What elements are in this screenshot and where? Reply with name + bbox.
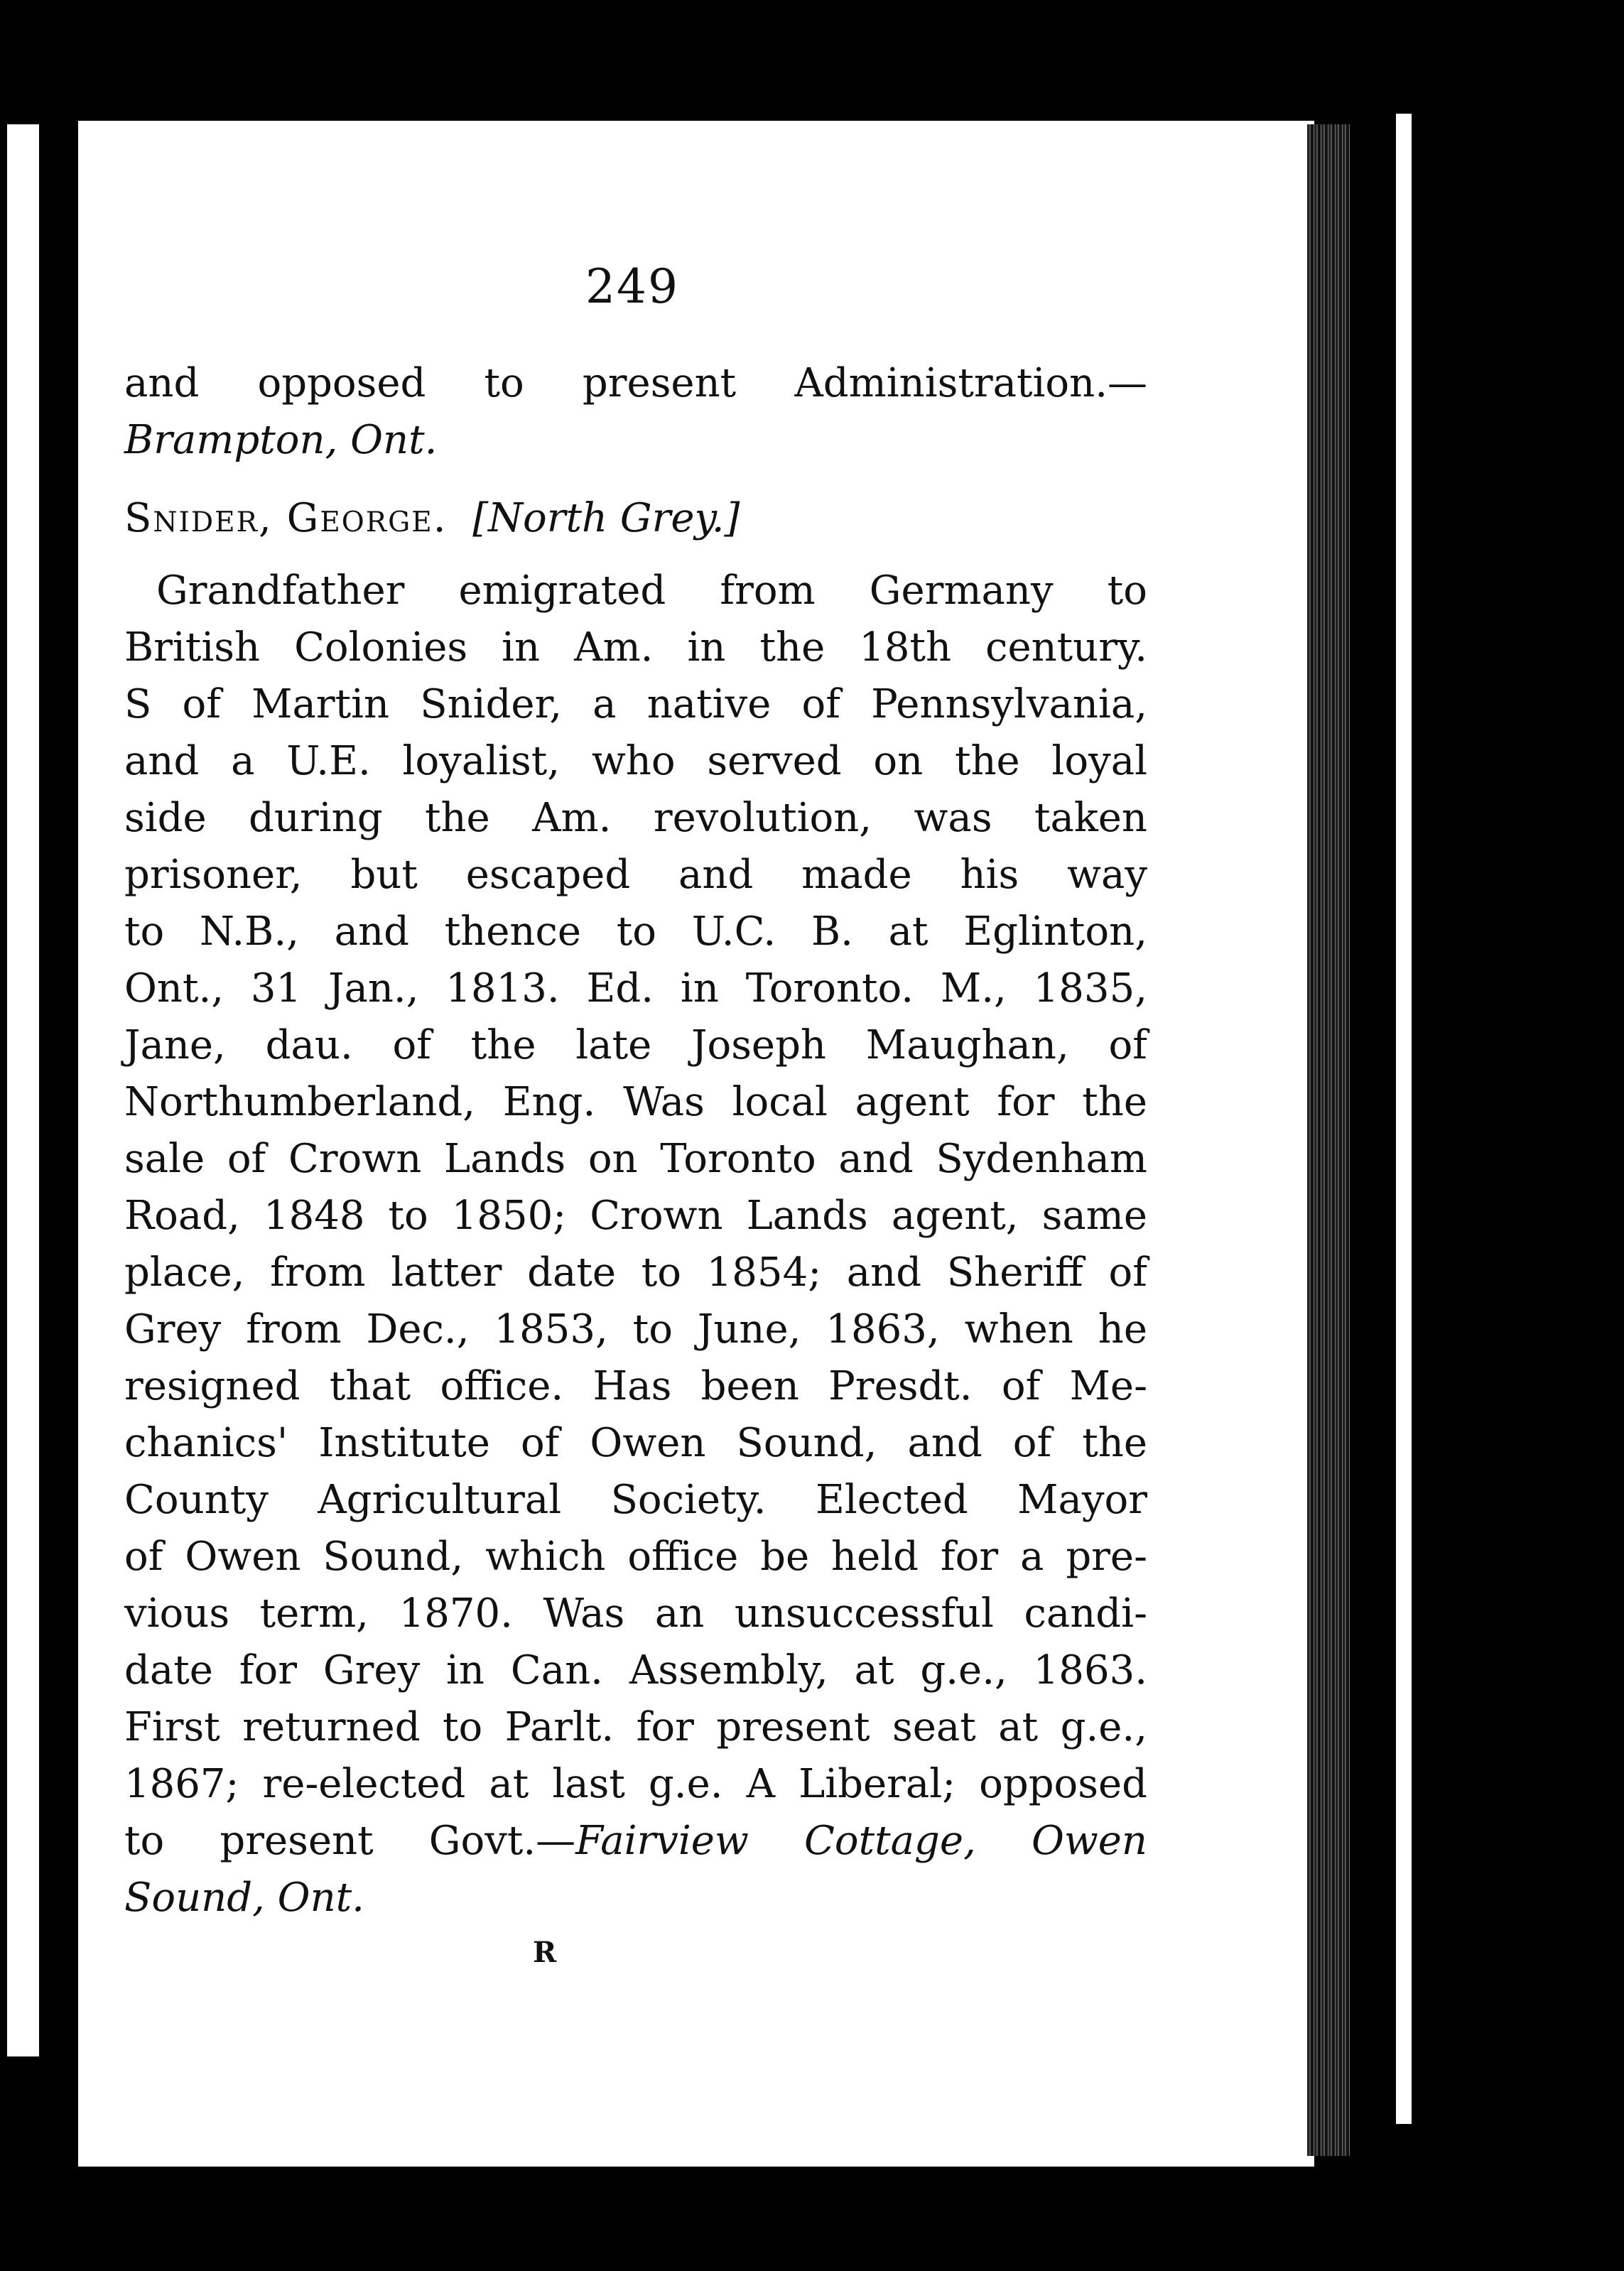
entry-line: to N.B., and thence to U.C. B. at Eglinton, <box>124 909 1147 955</box>
entry-line: resigned that office. Has been Presdt. of Me- <box>124 1363 1147 1409</box>
entry-line: British Colonies in Am. in the 18th century. <box>124 624 1147 671</box>
entry-line: County Agricultural Society. Elected Mayor <box>124 1477 1147 1523</box>
entry-line: S of Martin Snider, a native of Pennsylvania, <box>124 681 1147 727</box>
entry-line: place, from latter date to 1854; and Sheriff of <box>124 1250 1147 1296</box>
entry-line: chanics' Institute of Owen Sound, and of the <box>124 1420 1147 1466</box>
entry-line: Jane, dau. of the late Joseph Maughan, of <box>124 1022 1147 1068</box>
book-binding-edge <box>1307 124 1350 2156</box>
entry-line: Road, 1848 to 1850; Crown Lands agent, same <box>124 1193 1147 1239</box>
entry-constituency: [North Grey.] <box>472 495 740 541</box>
entry-line: side during the Am. revolution, was taken <box>124 795 1147 841</box>
continuation-address: Brampton, Ont. <box>124 417 438 463</box>
entry-line: of Owen Sound, which office be held for a pre- <box>124 1534 1147 1580</box>
entry-line: First returned to Parlt. for present seat at g.e., <box>124 1704 1147 1750</box>
entry-line: sale of Crown Lands on Toronto and Sydenham <box>124 1136 1147 1182</box>
entry-line: and a U.E. loyalist, who served on the loyal <box>124 738 1147 784</box>
entry-line: Ont., 31 Jan., 1813. Ed. in Toronto. M., 1835, <box>124 965 1147 1012</box>
entry-line: Northumberland, Eng. Was local agent for the <box>124 1079 1147 1125</box>
spacer <box>124 547 1147 563</box>
entry-line-with-address <box>124 1813 1147 1870</box>
entry-heading <box>124 490 1147 547</box>
entry-address-end: Sound, Ont. <box>124 1875 364 1921</box>
entry-address: Fairview Cottage, Owen <box>575 1818 1147 1864</box>
entry-line: date for Grey in Can. Assembly, at g.e., 1863. <box>124 1647 1147 1693</box>
book-page <box>78 121 1314 2167</box>
right-page-edge <box>1396 114 1412 2124</box>
entry-line: prisoner, but escaped and made his way <box>124 852 1147 898</box>
text-block <box>124 355 1147 1926</box>
entry-line: 1867; re-elected at last g.e. A Liberal; opposed <box>124 1761 1147 1807</box>
entry-name: Snider, George. <box>124 495 448 541</box>
page-number: 249 <box>585 259 679 314</box>
left-page-edge <box>7 124 39 2056</box>
entry-line: vious term, 1870. Was an unsuccessful candi- <box>124 1590 1147 1637</box>
continuation-line: and opposed to present Administration.— <box>124 360 1147 406</box>
spacer <box>124 469 1147 490</box>
entry-line: Grandfather emigrated from Germany to <box>156 568 1147 614</box>
signature-mark: R <box>533 1936 557 1969</box>
entry-line: Grey from Dec., 1853, to June, 1863, when he <box>124 1306 1147 1353</box>
entry-line: to present Govt.— <box>124 1818 576 1864</box>
